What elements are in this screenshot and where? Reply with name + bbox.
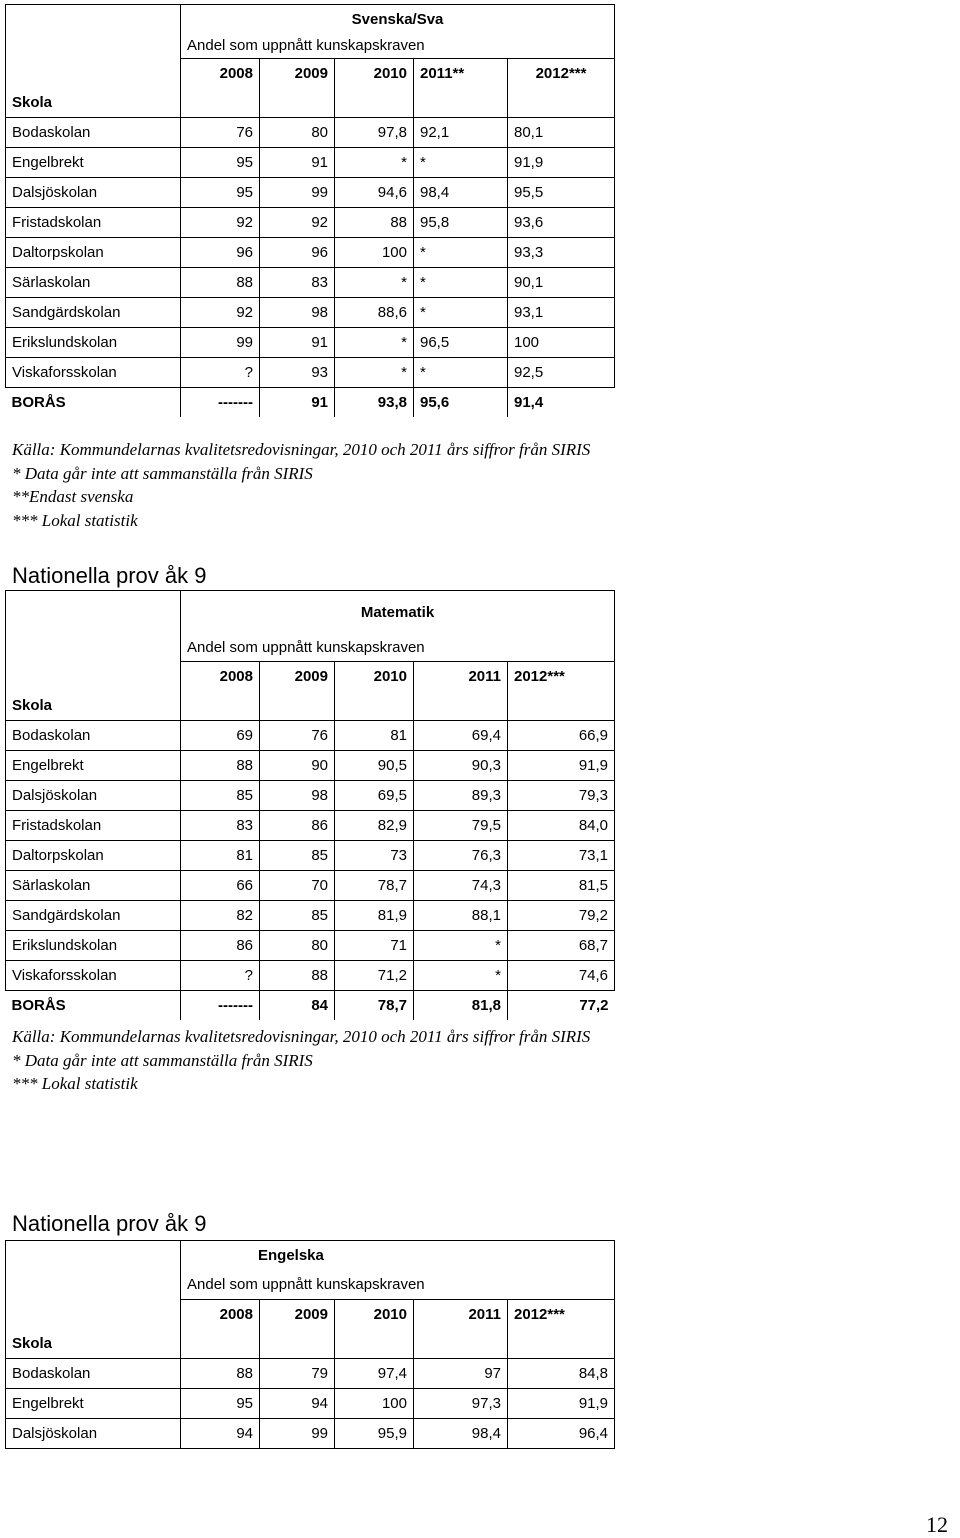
- year-header: 2008: [181, 662, 260, 692]
- year-header: 2012***: [508, 662, 615, 692]
- value-cell: 69,5: [335, 781, 414, 811]
- value-cell: 100: [335, 238, 414, 268]
- value-cell: *: [335, 358, 414, 388]
- table-row: [6, 238, 615, 268]
- value-cell: *: [335, 268, 414, 298]
- value-cell: 84,8: [508, 1359, 615, 1389]
- value-cell: 82,9: [335, 811, 414, 841]
- value-cell: *: [414, 931, 508, 961]
- value-cell: 91,9: [508, 751, 615, 781]
- value-cell: 96: [181, 238, 260, 268]
- value-cell: 78,7: [335, 991, 414, 1021]
- school-name: Fristadskolan: [6, 811, 181, 841]
- value-cell: 85: [181, 781, 260, 811]
- table-row: [6, 118, 615, 148]
- value-cell: 88,6: [335, 298, 414, 328]
- page-number: 12: [926, 1512, 948, 1537]
- value-cell: 76: [181, 118, 260, 148]
- value-cell: 98,4: [414, 1419, 508, 1449]
- value-cell: 95: [181, 178, 260, 208]
- value-cell: 81: [335, 721, 414, 751]
- school-column-header: Skola: [12, 697, 53, 714]
- value-cell: 81,9: [335, 901, 414, 931]
- value-cell: 91: [260, 328, 335, 358]
- value-cell: 76,3: [414, 841, 508, 871]
- value-cell: 85: [260, 901, 335, 931]
- school-name: Dalsjöskolan: [6, 781, 181, 811]
- school-name: Bodaskolan: [6, 721, 181, 751]
- school-name: Sandgärdskolan: [6, 901, 181, 931]
- value-cell: 71: [335, 931, 414, 961]
- year-header: 2009: [260, 59, 335, 89]
- value-cell: 93,3: [508, 238, 615, 268]
- school-name: Daltorpskolan: [6, 841, 181, 871]
- value-cell: 97,4: [335, 1359, 414, 1389]
- school-name: Särlaskolan: [6, 871, 181, 901]
- total-row: [6, 991, 615, 1021]
- value-cell: *: [414, 238, 508, 268]
- school-name: Viskaforsskolan: [6, 358, 181, 388]
- value-cell: 95,8: [414, 208, 508, 238]
- value-cell: 95,6: [414, 388, 508, 418]
- table-row: [6, 901, 615, 931]
- value-cell: 91,9: [508, 148, 615, 178]
- table-row: [6, 268, 615, 298]
- value-cell: 68,7: [508, 931, 615, 961]
- year-header: 2011**: [414, 59, 508, 89]
- source-note: Källa: Kommundelarnas kvalitetsredovisningar, 2010 och 2011 års siffror från SIRIS: [12, 1027, 591, 1046]
- value-cell: 95,5: [508, 178, 615, 208]
- value-cell: *: [414, 268, 508, 298]
- value-cell: *: [414, 148, 508, 178]
- value-cell: 98,4: [414, 178, 508, 208]
- school-name: Fristadskolan: [6, 208, 181, 238]
- table-row: [6, 328, 615, 358]
- value-cell: 97,3: [414, 1389, 508, 1419]
- matematik-notes: [12, 1025, 590, 1096]
- school-name: Särlaskolan: [6, 268, 181, 298]
- value-cell: -------: [181, 991, 260, 1021]
- value-cell: 86: [181, 931, 260, 961]
- table-row: [6, 841, 615, 871]
- school-name: Sandgärdskolan: [6, 298, 181, 328]
- school-name: Engelbrekt: [6, 148, 181, 178]
- subject-title: Svenska/Sva: [181, 5, 615, 35]
- value-cell: 81,5: [508, 871, 615, 901]
- value-cell: 92: [181, 208, 260, 238]
- table-row: [6, 1419, 615, 1449]
- value-cell: ?: [181, 358, 260, 388]
- value-cell: 93: [260, 358, 335, 388]
- footnote: * Data går inte att sammanställa från SIRIS: [12, 463, 313, 483]
- value-cell: 93,6: [508, 208, 615, 238]
- value-cell: *: [335, 328, 414, 358]
- value-cell: 80: [260, 118, 335, 148]
- value-cell: 85: [260, 841, 335, 871]
- total-label: BORÅS: [6, 991, 181, 1021]
- table-row: [6, 751, 615, 781]
- total-label: BORÅS: [6, 388, 181, 418]
- value-cell: 93,1: [508, 298, 615, 328]
- year-header: 2011: [414, 1300, 508, 1330]
- value-cell: 90: [260, 751, 335, 781]
- footnote: **Endast svenska: [12, 487, 134, 506]
- svenska-notes: [12, 438, 590, 532]
- year-header: 2008: [181, 59, 260, 89]
- value-cell: 90,1: [508, 268, 615, 298]
- value-cell: 95: [181, 1389, 260, 1419]
- year-header: 2009: [260, 662, 335, 692]
- footnote: *** Lokal statistik: [12, 1074, 138, 1093]
- value-cell: 100: [335, 1389, 414, 1419]
- value-cell: 88: [260, 961, 335, 991]
- value-cell: 100: [508, 328, 615, 358]
- value-cell: 95: [181, 148, 260, 178]
- value-cell: 90,3: [414, 751, 508, 781]
- value-cell: 92,1: [414, 118, 508, 148]
- school-name: Erikslundskolan: [6, 328, 181, 358]
- subject-title: Engelska: [181, 1241, 615, 1271]
- value-cell: 99: [260, 1419, 335, 1449]
- subject-title: Matematik: [181, 591, 615, 636]
- value-cell: 88: [335, 208, 414, 238]
- value-cell: 98: [260, 781, 335, 811]
- value-cell: 94: [181, 1419, 260, 1449]
- table-subtitle: Andel som uppnått kunskapskraven: [181, 635, 615, 662]
- value-cell: *: [335, 148, 414, 178]
- value-cell: 81,8: [414, 991, 508, 1021]
- school-name: Dalsjöskolan: [6, 178, 181, 208]
- value-cell: 88: [181, 1359, 260, 1389]
- value-cell: 96: [260, 238, 335, 268]
- table-row: [6, 178, 615, 208]
- year-header: 2010: [335, 662, 414, 692]
- school-name: Bodaskolan: [6, 1359, 181, 1389]
- value-cell: 80,1: [508, 118, 615, 148]
- value-cell: 81: [181, 841, 260, 871]
- value-cell: 76: [260, 721, 335, 751]
- value-cell: 90,5: [335, 751, 414, 781]
- table-subtitle: Andel som uppnått kunskapskraven: [181, 34, 615, 59]
- value-cell: 98: [260, 298, 335, 328]
- value-cell: 92: [260, 208, 335, 238]
- table-row: [6, 208, 615, 238]
- year-header: 2012***: [508, 59, 615, 89]
- value-cell: 91: [260, 388, 335, 418]
- school-name: Bodaskolan: [6, 118, 181, 148]
- school-name: Daltorpskolan: [6, 238, 181, 268]
- year-header: 2010: [335, 59, 414, 89]
- table-row: [6, 298, 615, 328]
- table-row: [6, 931, 615, 961]
- year-header: 2008: [181, 1300, 260, 1330]
- value-cell: 84: [260, 991, 335, 1021]
- svenska-table: [5, 4, 615, 417]
- total-row: [6, 388, 615, 418]
- table-row: [6, 358, 615, 388]
- year-header: 2010: [335, 1300, 414, 1330]
- year-header: 2012***: [508, 1300, 615, 1330]
- value-cell: 77,2: [508, 991, 615, 1021]
- value-cell: 88,1: [414, 901, 508, 931]
- table-row: [6, 811, 615, 841]
- value-cell: 88: [181, 751, 260, 781]
- value-cell: 79,2: [508, 901, 615, 931]
- value-cell: 96,4: [508, 1419, 615, 1449]
- value-cell: 66,9: [508, 721, 615, 751]
- table-row: [6, 871, 615, 901]
- value-cell: 89,3: [414, 781, 508, 811]
- table-row: [6, 961, 615, 991]
- matematik-table: [5, 590, 615, 1020]
- value-cell: 66: [181, 871, 260, 901]
- value-cell: 69: [181, 721, 260, 751]
- value-cell: *: [414, 298, 508, 328]
- value-cell: 96,5: [414, 328, 508, 358]
- school-name: Engelbrekt: [6, 751, 181, 781]
- year-header: 2011: [414, 662, 508, 692]
- value-cell: 94,6: [335, 178, 414, 208]
- value-cell: 73,1: [508, 841, 615, 871]
- value-cell: 83: [181, 811, 260, 841]
- value-cell: 91: [260, 148, 335, 178]
- value-cell: 73: [335, 841, 414, 871]
- value-cell: 91,9: [508, 1389, 615, 1419]
- table-row: [6, 1359, 615, 1389]
- value-cell: 99: [181, 328, 260, 358]
- value-cell: 84,0: [508, 811, 615, 841]
- year-header: 2009: [260, 1300, 335, 1330]
- school-column-header: Skola: [12, 1335, 53, 1352]
- value-cell: 92,5: [508, 358, 615, 388]
- value-cell: 79,5: [414, 811, 508, 841]
- value-cell: 70: [260, 871, 335, 901]
- school-name: Engelbrekt: [6, 1389, 181, 1419]
- engelska-table: [5, 1240, 615, 1449]
- section-heading-matematik: Nationella prov åk 9: [12, 563, 207, 588]
- value-cell: 78,7: [335, 871, 414, 901]
- table-header-subject-row: [6, 5, 615, 35]
- source-note: Källa: Kommundelarnas kvalitetsredovisningar, 2010 och 2011 års siffror från SIRIS: [12, 440, 591, 459]
- value-cell: 82: [181, 901, 260, 931]
- value-cell: 91,4: [508, 388, 615, 418]
- footnote: *** Lokal statistik: [12, 510, 138, 530]
- value-cell: 71,2: [335, 961, 414, 991]
- table-row: [6, 148, 615, 178]
- table-row: [6, 781, 615, 811]
- value-cell: ?: [181, 961, 260, 991]
- value-cell: -------: [181, 388, 260, 418]
- value-cell: 74,3: [414, 871, 508, 901]
- value-cell: 86: [260, 811, 335, 841]
- school-name: Viskaforsskolan: [6, 961, 181, 991]
- value-cell: 79: [260, 1359, 335, 1389]
- value-cell: *: [414, 961, 508, 991]
- footnote: * Data går inte att sammanställa från SIRIS: [12, 1050, 313, 1070]
- school-name: Dalsjöskolan: [6, 1419, 181, 1449]
- value-cell: 79,3: [508, 781, 615, 811]
- value-cell: 92: [181, 298, 260, 328]
- value-cell: 83: [260, 268, 335, 298]
- school-column-header: Skola: [12, 94, 53, 111]
- value-cell: 93,8: [335, 388, 414, 418]
- value-cell: 69,4: [414, 721, 508, 751]
- table-row: [6, 1389, 615, 1419]
- value-cell: 80: [260, 931, 335, 961]
- value-cell: 94: [260, 1389, 335, 1419]
- value-cell: 99: [260, 178, 335, 208]
- value-cell: *: [414, 358, 508, 388]
- table-row: [6, 721, 615, 751]
- value-cell: 74,6: [508, 961, 615, 991]
- school-name: Erikslundskolan: [6, 931, 181, 961]
- table-subtitle: Andel som uppnått kunskapskraven: [181, 1270, 615, 1300]
- value-cell: 88: [181, 268, 260, 298]
- value-cell: 97,8: [335, 118, 414, 148]
- value-cell: 95,9: [335, 1419, 414, 1449]
- value-cell: 97: [414, 1359, 508, 1389]
- section-heading-engelska: Nationella prov åk 9: [12, 1211, 207, 1236]
